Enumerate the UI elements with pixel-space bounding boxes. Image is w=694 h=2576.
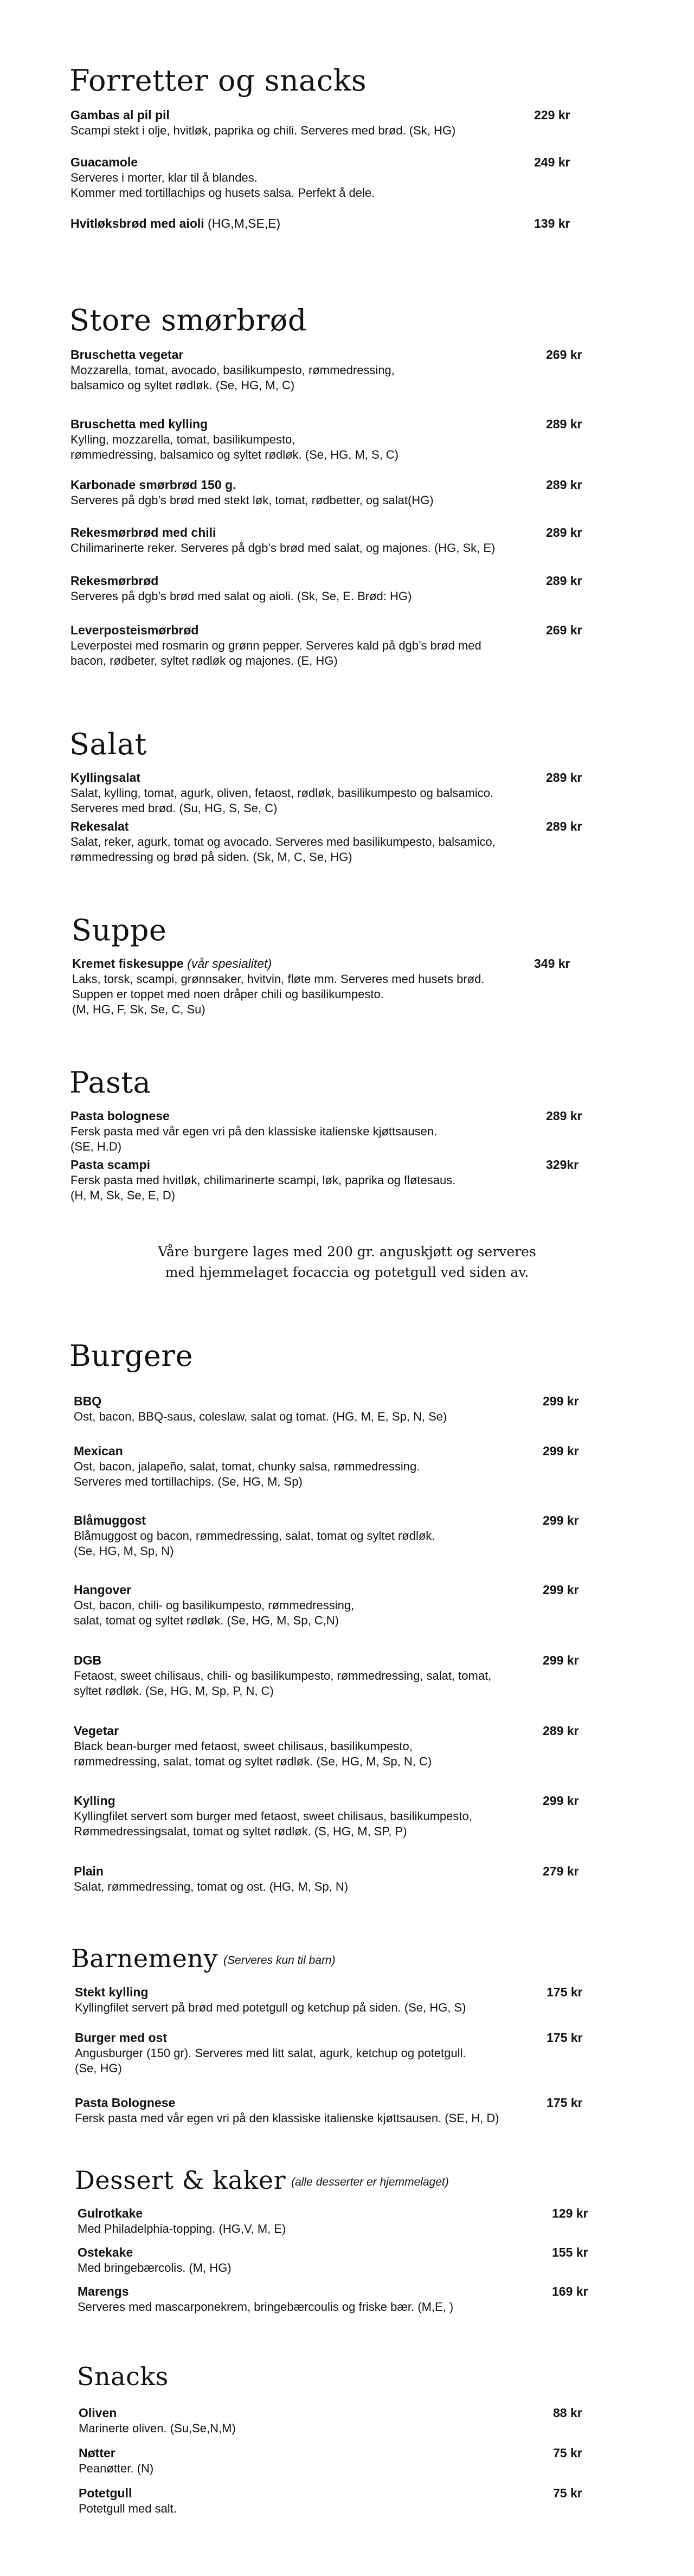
menu-item [70, 107, 569, 138]
item-price: 279 kr [543, 1864, 579, 1878]
item-price: 129 kr [552, 2206, 588, 2220]
menu-item [74, 1393, 583, 1424]
item-name: Vegetar [74, 1724, 119, 1738]
item-price: 75 kr [553, 2486, 582, 2500]
item-name: Oliven [79, 2406, 117, 2420]
item-description: Fersk pasta med vår egen vri på den klassiske italienske kjøttsausen. (SE, H.D) [70, 1125, 438, 1153]
item-price: 289 kr [543, 1724, 579, 1738]
item-description: Med Philadelphia-topping. (HG,V, M, E) [78, 2222, 286, 2235]
section-title: Forretter og snacks [69, 63, 367, 98]
item-price: 289 kr [546, 417, 582, 431]
item-name: BBQ [74, 1394, 102, 1408]
menu-item [70, 477, 580, 508]
item-price: 289 kr [546, 478, 582, 492]
item-name: Hvitløksbrød med aioli [70, 216, 204, 230]
section-title-text: Dessert & kaker [75, 2166, 286, 2195]
item-description: Mozzarella, tomat, avocado, basilikumpesto, rømmedressing, balsamico og syltet rødløk. (Se, HG, M, C) [70, 363, 395, 392]
item-description: Fetaost, sweet chilisaus, chili- og basilikumpesto, rømmedressing, salat, tomat, syltet rødløk. (Se, HG, M, Sp, P, N, C) [74, 1669, 492, 1698]
menu-item [70, 1108, 580, 1154]
menu-item [70, 770, 580, 816]
section-title: Suppe [72, 913, 167, 947]
item-description: Salat, rømmedressing, tomat og ost. (HG, M, Sp, N) [74, 1880, 349, 1893]
item-description: Angusburger (150 gr). Serveres med litt salat, agurk, ketchup og potetgull. (Se, HG) [75, 2046, 466, 2075]
item-name: Marengs [78, 2284, 129, 2298]
item-price: 299 kr [543, 1394, 579, 1408]
item-name: Blåmuggost [74, 1513, 146, 1527]
item-description: Med bringebærcolis. (M, HG) [78, 2261, 232, 2275]
menu-item [70, 819, 580, 865]
item-description: Kylling, mozzarella, tomat, basilikumpesto, rømmedressing, balsamico og syltet rødløk. (Se, HG, M, S, C) [70, 433, 399, 461]
item-name: Pasta Bolognese [75, 2096, 176, 2110]
menu-item [70, 1157, 580, 1203]
item-name: Gambas al pil pil [70, 108, 170, 122]
item-name: Kylling [74, 1794, 115, 1808]
menu-item [70, 416, 580, 462]
item-description: Fersk pasta med hvitløk, chilimarinerte scampi, løk, paprika og fløtesaus. (H, M, Sk, Se, E, D) [70, 1173, 456, 1202]
menu-item [79, 2405, 588, 2436]
section-title: Snacks [77, 2362, 169, 2391]
item-description: Salat, reker, agurk, tomat og avocado. Serveres med basilikumpesto, balsamico, rømmedressing og brød på siden. (Sk, M, C, Se, HG) [70, 835, 496, 864]
item-name: Burger med ost [75, 2031, 167, 2045]
menu-item [78, 2284, 587, 2315]
item-name: Pasta scampi [70, 1158, 151, 1172]
item-name: Guacamole [70, 155, 138, 169]
item-price: 169 kr [552, 2284, 588, 2298]
menu-item [70, 622, 580, 669]
section-title-note: (Serveres kun til barn) [223, 1954, 336, 1967]
item-name: Ostekake [78, 2245, 133, 2259]
menu-item [70, 216, 569, 232]
menu-item [78, 2245, 587, 2276]
section-title-text: Barnemeny [71, 1944, 219, 1973]
item-price: 299 kr [543, 1794, 579, 1808]
item-price: 75 kr [553, 2446, 582, 2460]
item-description: Potetgull med salt. [79, 2502, 177, 2515]
item-name: Plain [74, 1864, 104, 1878]
item-name: Hangover [74, 1583, 132, 1597]
item-price: 299 kr [543, 1444, 579, 1458]
burger-info-note: Våre burgere lages med 200 gr. anguskjøtt og serveres med hjemmelaget focaccia og potetgull ved siden av. [158, 1244, 536, 1280]
item-price: 329kr [546, 1158, 579, 1172]
menu-item [74, 1653, 583, 1699]
item-description: Marinerte oliven. (Su,Se,N,M) [79, 2421, 236, 2435]
section-title-note: (alle desserter er hjemmelaget) [291, 2176, 449, 2188]
item-name: Gulrotkake [78, 2206, 143, 2220]
item-allergens: (HG,M,SE,E) [204, 216, 281, 230]
item-price: 249 kr [534, 155, 570, 169]
item-name: Leverposteismørbrød [70, 623, 199, 637]
item-price: 175 kr [547, 1985, 583, 1999]
menu-item [75, 1984, 584, 2015]
item-price: 349 kr [534, 956, 570, 971]
item-description: Black bean-burger med fetaost, sweet chilisaus, basilikumpesto, rømmedressing, salat, tomat og syltet rødløk. (Se, HG, M, Sp, N, C) [74, 1739, 432, 1768]
item-name: Pasta bolognese [70, 1109, 170, 1123]
section-title: Burgere [69, 1339, 194, 1373]
menu-item [70, 347, 580, 393]
item-price: 139 kr [534, 216, 570, 230]
menu-item [79, 2485, 588, 2516]
item-description: Leverpostei med rosmarin og grønn pepper. Serveres kald på dgb’s brød med bacon, rødbeter, syltet rødløk og majones. (E, HG) [70, 639, 481, 667]
item-price: 175 kr [547, 2031, 583, 2045]
item-description: Serveres på dgb’s brød med stekt løk, tomat, rødbetter, og salat(HG) [70, 493, 434, 507]
menu-item [74, 1582, 583, 1628]
item-description: Serveres i morter, klar til å blandes. Kommer med tortillachips og husets salsa. Perfekt å dele. [70, 171, 375, 200]
item-description: Kyllingfilet servert som burger med fetaost, sweet chilisaus, basilikumpesto, Rømmedressingsalat, tomat og syltet rødløk. (S, HG, M, SP, P) [74, 1809, 472, 1838]
item-description: Scampi stekt i olje, hvitløk, paprika og chili. Serveres med brød. (Sk, HG) [70, 124, 456, 137]
item-price: 289 kr [546, 770, 582, 785]
item-name: Rekesmørbrød [70, 574, 159, 588]
item-price: 175 kr [547, 2096, 583, 2110]
item-name: Rekesalat [70, 819, 129, 833]
section-title: Store smørbrød [69, 303, 307, 337]
menu-item [75, 2030, 584, 2076]
menu-item [72, 956, 582, 1017]
item-description: Chilimarinerte reker. Serveres på dgb’s brød med salat, og majones. (HG, Sk, E) [70, 541, 496, 555]
menu-item [74, 1723, 583, 1769]
section-title [71, 1944, 336, 1975]
item-name: Stekt kylling [75, 1985, 149, 1999]
item-name: Bruschetta vegetar [70, 348, 184, 362]
item-description: Ost, bacon, BBQ-saus, coleslaw, salat og tomat. (HG, M, E, Sp, N, Se) [74, 1410, 447, 1423]
item-description: Blåmuggost og bacon, rømmedressing, salat, tomat og syltet rødløk. (Se, HG, M, Sp, N) [74, 1529, 435, 1558]
section-title: Pasta [69, 1065, 151, 1100]
item-name: Kyllingsalat [70, 770, 141, 785]
item-description: Salat, kylling, tomat, agurk, oliven, fetaost, rødløk, basilikumpesto og balsamico. Serveres med brød. (Su, HG, S, Se, C) [70, 786, 494, 815]
item-name: DGB [74, 1653, 102, 1667]
item-price: 155 kr [552, 2245, 588, 2259]
item-name: Bruschetta med kylling [70, 417, 208, 431]
item-price: 299 kr [543, 1583, 579, 1597]
item-price: 269 kr [546, 348, 582, 362]
menu-item [70, 525, 580, 556]
item-description: Ost, bacon, chili- og basilikumpesto, rømmedressing, salat, tomat og syltet rødløk. (Se, HG, M, Sp, C,N) [74, 1598, 355, 1627]
item-description: Kyllingfilet servert på brød med potetgull og ketchup på siden. (Se, HG, S) [75, 2001, 466, 2014]
item-name: Mexican [74, 1444, 123, 1458]
item-price: 289 kr [546, 819, 582, 833]
menu-item [78, 2206, 587, 2237]
menu-item [75, 2095, 584, 2126]
item-description: Peanøtter. (N) [79, 2462, 154, 2475]
menu-item [74, 1864, 583, 1894]
item-note: (vår spesialitet) [183, 956, 272, 971]
menu-item [79, 2445, 588, 2476]
item-name: Rekesmørbrød med chili [70, 525, 216, 539]
section-title [75, 2166, 449, 2197]
item-price: 269 kr [546, 623, 582, 637]
section-title: Salat [69, 727, 147, 761]
item-description: Fersk pasta med vår egen vri på den klassiske italienske kjøttsausen. (SE, H, D) [75, 2111, 499, 2125]
item-price: 88 kr [553, 2406, 582, 2420]
item-price: 229 kr [534, 108, 570, 122]
item-price: 289 kr [546, 525, 582, 539]
item-name: Karbonade smørbrød 150 g. [70, 478, 236, 492]
menu-item [70, 155, 569, 201]
menu-item [74, 1443, 583, 1489]
menu-item [74, 1513, 583, 1559]
item-price: 289 kr [546, 574, 582, 588]
item-name: Kremet fiskesuppe [72, 956, 184, 971]
item-description: Laks, torsk, scampi, grønnsaker, hvitvin, fløte mm. Serveres med husets brød. Suppen er toppet med noen dråper chili og basilikumpesto. (M, HG, F, Sk, Se, C, Su) [72, 972, 485, 1016]
item-price: 289 kr [546, 1109, 582, 1123]
item-description: Ost, bacon, jalapeño, salat, tomat, chunky salsa, rømmedressing. Serveres med tortillachips. (Se, HG, M, Sp) [74, 1460, 420, 1488]
menu-item [74, 1793, 583, 1839]
item-name: Nøtter [79, 2446, 115, 2460]
item-price: 299 kr [543, 1513, 579, 1527]
item-name: Potetgull [79, 2486, 132, 2500]
item-description: Serveres med mascarponekrem, bringebærcoulis og friske bær. (M,E, ) [78, 2300, 454, 2314]
menu-item [70, 573, 580, 604]
item-price: 299 kr [543, 1653, 579, 1667]
item-description: Serveres på dgb’s brød med salat og aioli. (Sk, Se, E. Brød: HG) [70, 589, 412, 603]
